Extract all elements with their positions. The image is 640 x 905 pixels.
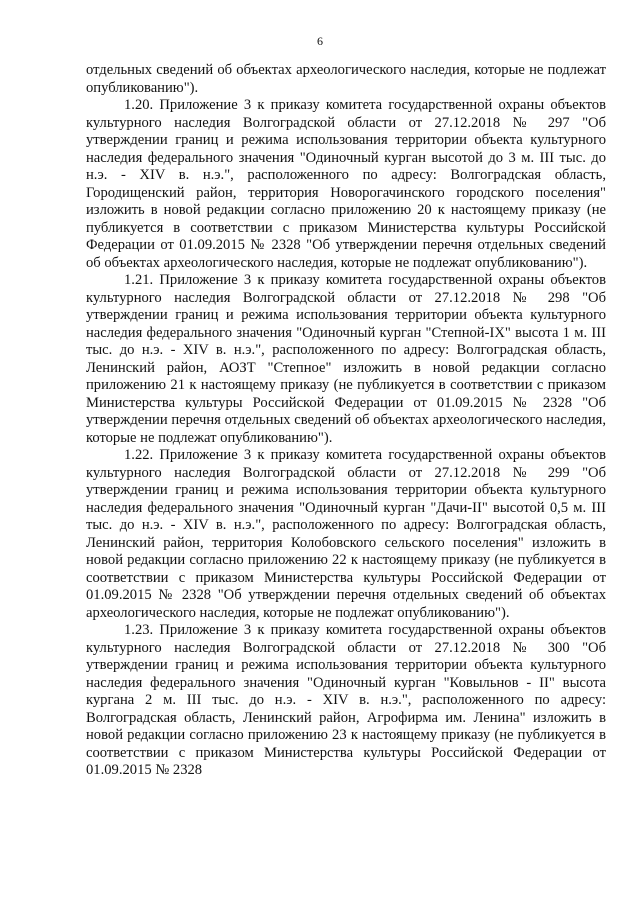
- page-number: 6: [317, 34, 323, 48]
- paragraph-1-21: 1.21. Приложение 3 к приказу комитета государственной охраны объектов культурного наследия Волгоградской области от 27.12.2018 № 298 "Об утверждении границ и режима использования территории объекта культурного наследия федерального значения "Одиночный курган "Степной-IX" высота 1 м. III тыс. до н.э. - XIV в. н.э.", расположенного по адресу: Волгоградская область, Ленинский район, АОЗТ "Степное" изложить в новой редакции согласно приложению 21 к настоящему приказу (не публикуется в соответствии с приказом Министерства культуры Российской Федерации от 01.09.2015 № 2328 "Об утверждении перечня отдельных сведений об объектах археологического наследия, которые не подлежат опубликованию").: [86, 272, 606, 446]
- paragraph-1-20: 1.20. Приложение 3 к приказу комитета государственной охраны объектов культурного наследия Волгоградской области от 27.12.2018 № 297 "Об утверждении границ и режима использования территории объекта культурного наследия федерального значения "Одиночный курган высотой до 3 м. III тыс. до н.э. - XIV в. н.э.", расположенного по адресу: Волгоградская область, Городищенский район, территория Новорогачинского городского поселения" изложить в новой редакции согласно приложению 20 к настоящему приказу (не публикуется в соответствии с приказом Министерства культуры Российской Федерации от 01.09.2015 № 2328 "Об утверждении перечня отдельных сведений об объектах археологического наследия, которые не подлежат опубликованию").: [86, 97, 606, 271]
- paragraph-continuation: отдельных сведений об объектах археологического наследия, которые не подлежат опубликованию").: [86, 62, 606, 96]
- paragraph-1-23: 1.23. Приложение 3 к приказу комитета государственной охраны объектов культурного наследия Волгоградской области от 27.12.2018 № 300 "Об утверждении границ и режима использования территории объекта культурного наследия федерального значения "Одиночный курган "Ковыльнов - II" высота кургана 2 м. III тыс. до н.э. - XIV в. н.э.", расположенного по адресу: Волгоградская область, Ленинский район, Агрофирма им. Ленина" изложить в новой редакции согласно приложению 23 к настоящему приказу (не публикуется в соответствии с приказом Министерства культуры Российской Федерации от 01.09.2015 № 2328: [86, 622, 606, 778]
- paragraph-1-22: 1.22. Приложение 3 к приказу комитета государственной охраны объектов культурного наследия Волгоградской области от 27.12.2018 № 299 "Об утверждении границ и режима использования территории объекта культурного наследия федерального значения "Одиночный курган "Дачи-II" высотой 0,5 м. III тыс. до н.э. - XIV в. н.э.", расположенного по адресу: Волгоградская область, Ленинский район, территория Колобовского сельского поселения" изложить в новой редакции согласно приложению 22 к настоящему приказу (не публикуется в соответствии с приказом Министерства культуры Российской Федерации от 01.09.2015 № 2328 "Об утверждении перечня отдельных сведений об объектах археологического наследия, которые не подлежат опубликованию").: [86, 447, 606, 621]
- document-body: [86, 62, 606, 780]
